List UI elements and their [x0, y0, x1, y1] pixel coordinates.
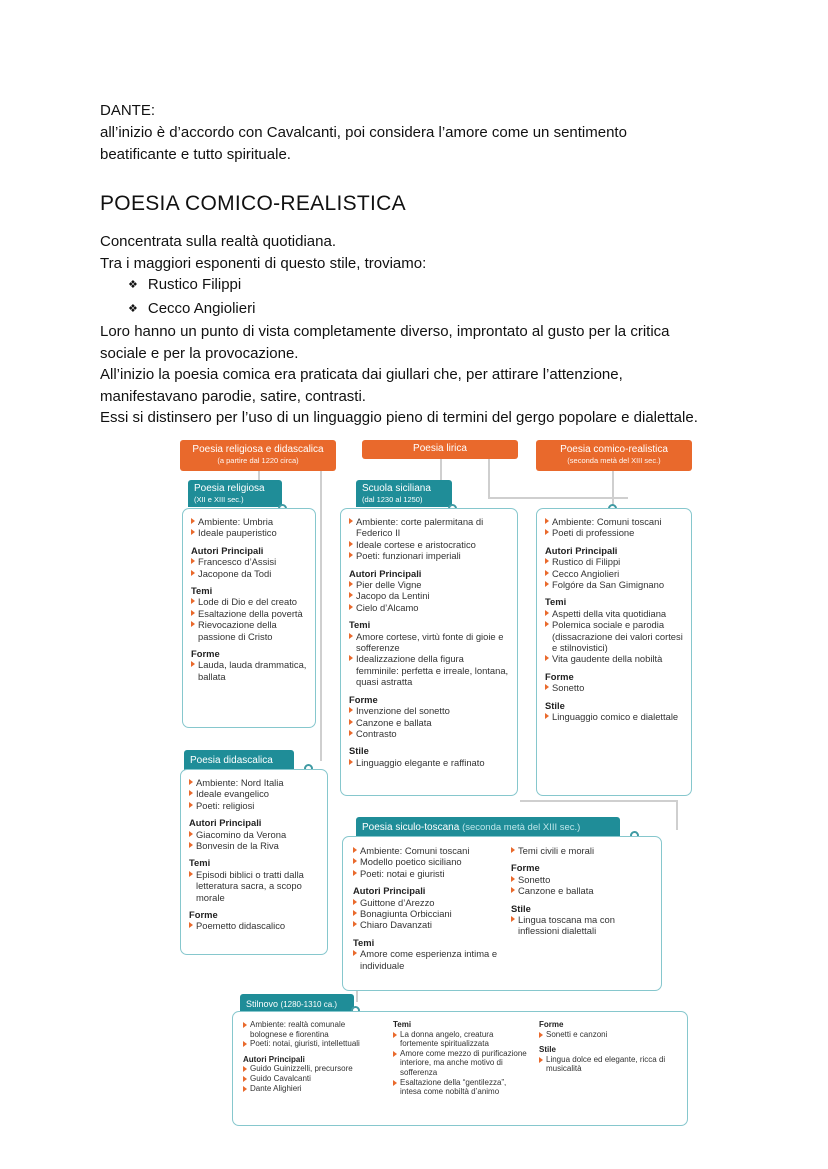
section-label: Stile [539, 1045, 556, 1055]
list-item: Ambiente: corte palermitana di Federico II [349, 516, 509, 539]
section-label: Temi [191, 585, 213, 597]
list-item: Temi civili e morali [511, 845, 651, 856]
list-item: Sonetto [545, 682, 683, 693]
tab-scuola-siciliana [356, 480, 452, 507]
header-subtitle: (seconda metà del XIII sec.) [567, 456, 661, 465]
list-item: Invenzione del sonetto [349, 705, 509, 716]
list-item: Ideale evangelico [189, 788, 319, 799]
list-item: Ideale pauperistico [191, 527, 307, 538]
list-item: Dante Alighieri [243, 1084, 383, 1094]
tab-subtitle: (seconda metà del XIII sec.) [462, 822, 581, 833]
header-subtitle: (a partire dal 1220 circa) [217, 456, 299, 465]
list-item: Ideale cortese e aristocratico [349, 539, 509, 550]
list-item: Amore cortese, virtù fonte di gioie e sofferenze [349, 631, 509, 654]
section-label: Forme [191, 648, 220, 660]
section-label: Temi [189, 857, 211, 869]
list-item: Ambiente: Comuni toscani [545, 516, 683, 527]
section-label: Forme [545, 670, 574, 682]
section-label: Forme [511, 862, 540, 874]
list-item: Idealizzazione della figura femminile: perfetta e irreale, lontana, quasi astratta [349, 653, 509, 687]
list-item: Ambiente: Comuni toscani [353, 845, 503, 856]
section-label: Autori Principali [189, 817, 262, 829]
paragraph-3: Essi si distinsero per l’uso di un linguaggio pieno di termini del gergo popolare e dialettale. [100, 409, 698, 426]
tab-subtitle: (XII e XIII sec.) [194, 495, 244, 504]
box-poesia-religiosa [182, 508, 316, 728]
section-label: Stile [545, 699, 565, 711]
list-item: Sonetto [511, 874, 651, 885]
list-item: Cielo d’Alcamo [349, 602, 509, 613]
dante-text: all’inizio è d’accordo con Cavalcanti, poi considera l’amore come un sentimento beatificante e tutto spirituale. [100, 124, 627, 163]
section-label: Autori Principali [191, 544, 264, 556]
dante-label: DANTE: [100, 102, 156, 119]
list-item: Bonvesin de la Riva [189, 840, 319, 851]
section-label: Forme [349, 693, 378, 705]
list-item: Episodi biblici o tratti dalla letteratura sacra, a scopo morale [189, 869, 319, 903]
tab-title: Poesia religiosa [194, 483, 265, 494]
list-item: La donna angelo, creatura fortemente spiritualizzata [393, 1030, 529, 1049]
paragraph-1: Loro hanno un punto di vista completamente diverso, improntato al gusto per la critica sociale e per la provocazione. [100, 323, 670, 362]
list-item: Sonetti e canzoni [539, 1030, 679, 1040]
list-item: Lingua dolce ed elegante, ricca di musicalità [539, 1055, 679, 1074]
header-lirica [362, 440, 518, 459]
header-comico-realistica [536, 440, 692, 471]
list-item: Cecco Angiolieri [545, 568, 683, 579]
intro-line-1: Concentrata sulla realtà quotidiana. [100, 233, 336, 250]
tab-title: Stilnovo [246, 999, 279, 1009]
list-item: Poeti: notai, giuristi, intellettuali [243, 1039, 383, 1049]
header-religiosa-didascalica [180, 440, 336, 471]
list-item: Poeti di professione [545, 527, 683, 538]
section-label: Temi [353, 936, 375, 948]
list-item: Folgóre da San Gimignano [545, 579, 683, 590]
intro-line-2: Tra i maggiori esponenti di questo stile, troviamo: [100, 254, 427, 272]
tab-subtitle: (dal 1230 al 1250) [362, 495, 423, 504]
paragraph-2: All’inizio la poesia comica era praticata dai giullari che, per attirare l’attenzione, manifestavano parodie, satire, contrasti. [100, 366, 623, 405]
list-item: Guido Cavalcanti [243, 1074, 383, 1084]
bullet-item: ❖ Rustico Filippi [100, 274, 710, 298]
list-item: Guido Guinizzelli, precursore [243, 1064, 383, 1074]
list-item: Francesco d’Assisi [191, 556, 307, 567]
list-item: Ambiente: Nord Italia [189, 777, 319, 788]
section-label: Autori Principali [353, 885, 426, 897]
list-item: Amore come mezzo di purificazione interiore, ma anche motivo di sofferenza [393, 1049, 529, 1078]
box-poesia-didascalica [180, 769, 328, 955]
list-item: Jacopone da Todi [191, 568, 307, 579]
list-item: Lauda, lauda drammatica, ballata [191, 659, 307, 682]
list-item: Canzone e ballata [511, 885, 651, 896]
list-item: Canzone e ballata [349, 717, 509, 728]
list-item: Polemica sociale e parodia (dissacrazione dei valori cortesi e stilnovistici) [545, 619, 683, 653]
section-label: Autori Principali [545, 544, 618, 556]
list-item: Modello poetico siciliano [353, 856, 503, 867]
section-label: Stile [349, 745, 369, 757]
tab-poesia-religiosa [188, 480, 282, 507]
section-label: Autori Principali [243, 1054, 305, 1064]
list-item: Amore come esperienza intima e individuale [353, 948, 503, 971]
tab-title: Scuola siciliana [362, 483, 431, 494]
list-item: Ambiente: realtà comunale bolognese e fiorentina [243, 1020, 383, 1039]
list-item: Rievocazione della passione di Cristo [191, 619, 307, 642]
list-item: Bonagiunta Orbicciani [353, 908, 503, 919]
list-item: Poeti: funzionari imperiali [349, 550, 509, 561]
tab-subtitle: (1280-1310 ca.) [280, 1000, 338, 1009]
box-comico-realistica [536, 508, 692, 796]
section-title: POESIA COMICO-REALISTICA [100, 192, 406, 215]
box-stilnovo [232, 1011, 688, 1126]
list-item: Lingua toscana ma con inflessioni dialettali [511, 914, 651, 937]
section-label: Forme [189, 909, 218, 921]
list-item: Lode di Dio e del creato [191, 596, 307, 607]
header-title: Poesia religiosa e didascalica [192, 444, 324, 455]
list-item: Poemetto didascalico [189, 920, 319, 931]
list-item: Chiaro Davanzati [353, 919, 503, 930]
tab-title: Poesia didascalica [190, 755, 273, 766]
list-item: Esaltazione della “gentilezza”, intesa come nobiltà d’animo [393, 1078, 529, 1097]
list-item: Guittone d’Arezzo [353, 897, 503, 908]
list-item: Rustico di Filippi [545, 556, 683, 567]
list-item: Aspetti della vita quotidiana [545, 608, 683, 619]
bullet-item: ❖ Cecco Angiolieri [100, 298, 710, 322]
list-item: Jacopo da Lentini [349, 590, 509, 601]
tab-title: Poesia siculo-toscana [362, 822, 460, 833]
list-item: Poeti: notai e giuristi [353, 868, 503, 879]
list-item: Esaltazione della povertà [191, 608, 307, 619]
list-item: Linguaggio comico e dialettale [545, 711, 683, 722]
list-item: Vita gaudente della nobiltà [545, 653, 683, 664]
header-title: Poesia comico-realistica [560, 444, 668, 455]
header-title: Poesia lirica [413, 443, 467, 454]
list-item: Linguaggio elegante e raffinato [349, 757, 509, 768]
section-label: Stile [511, 902, 531, 914]
list-item: Ambiente: Umbria [191, 516, 307, 527]
list-item: Giacomino da Verona [189, 829, 319, 840]
section-label: Autori Principali [349, 567, 422, 579]
list-item: Pier delle Vigne [349, 579, 509, 590]
section-label: Forme [539, 1020, 564, 1029]
list-item: Contrasto [349, 728, 509, 739]
box-scuola-siciliana [340, 508, 518, 796]
section-label: Temi [393, 1020, 412, 1029]
section-label: Temi [545, 596, 567, 608]
box-poesia-siculo-toscana [342, 836, 662, 991]
list-item: Poeti: religiosi [189, 800, 319, 811]
section-label: Temi [349, 619, 371, 631]
